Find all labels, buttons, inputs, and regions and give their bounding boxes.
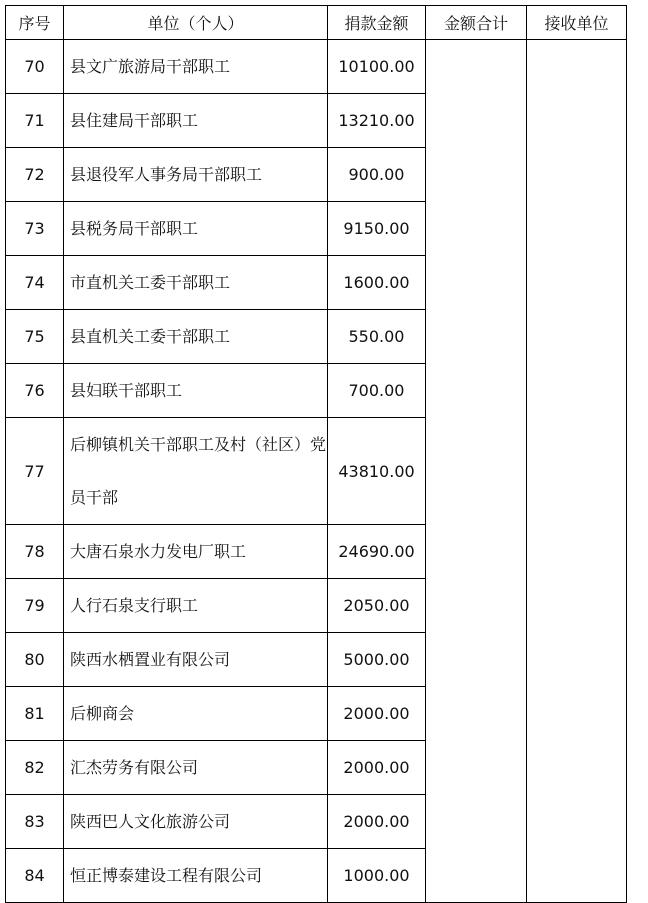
row-amount: 5000.00 xyxy=(328,633,426,687)
row-amount: 2050.00 xyxy=(328,579,426,633)
row-amount: 1000.00 xyxy=(328,849,426,903)
row-amount: 900.00 xyxy=(328,148,426,202)
row-index: 72 xyxy=(6,148,64,202)
row-unit: 县妇联干部职工 xyxy=(64,364,328,418)
header-index: 序号 xyxy=(6,6,64,40)
row-unit: 恒正博泰建设工程有限公司 xyxy=(64,849,328,903)
donation-table-page xyxy=(5,5,627,903)
table-row xyxy=(6,40,627,94)
row-index: 74 xyxy=(6,256,64,310)
row-unit: 后柳镇机关干部职工及村（社区）党员干部 xyxy=(64,418,328,525)
row-unit: 县文广旅游局干部职工 xyxy=(64,40,328,94)
row-index: 78 xyxy=(6,525,64,579)
row-index: 71 xyxy=(6,94,64,148)
row-index: 76 xyxy=(6,364,64,418)
row-index: 73 xyxy=(6,202,64,256)
header-amount: 捐款金额 xyxy=(328,6,426,40)
total-cell xyxy=(426,40,527,903)
row-unit: 人行石泉支行职工 xyxy=(64,579,328,633)
row-index: 81 xyxy=(6,687,64,741)
row-unit: 大唐石泉水力发电厂职工 xyxy=(64,525,328,579)
header-row xyxy=(6,6,627,40)
row-amount: 13210.00 xyxy=(328,94,426,148)
row-unit: 县住建局干部职工 xyxy=(64,94,328,148)
row-index: 70 xyxy=(6,40,64,94)
row-index: 77 xyxy=(6,418,64,525)
row-index: 80 xyxy=(6,633,64,687)
row-amount: 1600.00 xyxy=(328,256,426,310)
row-index: 82 xyxy=(6,741,64,795)
row-unit: 县税务局干部职工 xyxy=(64,202,328,256)
row-index: 83 xyxy=(6,795,64,849)
row-amount: 9150.00 xyxy=(328,202,426,256)
row-unit: 市直机关工委干部职工 xyxy=(64,256,328,310)
row-amount: 700.00 xyxy=(328,364,426,418)
row-unit: 汇杰劳务有限公司 xyxy=(64,741,328,795)
row-amount: 10100.00 xyxy=(328,40,426,94)
row-unit: 县直机关工委干部职工 xyxy=(64,310,328,364)
row-unit: 后柳商会 xyxy=(64,687,328,741)
header-receiver: 接收单位 xyxy=(527,6,627,40)
row-unit: 陕西水栖置业有限公司 xyxy=(64,633,328,687)
header-unit: 单位（个人） xyxy=(64,6,328,40)
row-index: 84 xyxy=(6,849,64,903)
row-amount: 2000.00 xyxy=(328,687,426,741)
row-amount: 43810.00 xyxy=(328,418,426,525)
row-index: 75 xyxy=(6,310,64,364)
row-amount: 24690.00 xyxy=(328,525,426,579)
row-amount: 550.00 xyxy=(328,310,426,364)
row-amount: 2000.00 xyxy=(328,795,426,849)
receiver-cell xyxy=(527,40,627,903)
row-unit: 陕西巴人文化旅游公司 xyxy=(64,795,328,849)
row-amount: 2000.00 xyxy=(328,741,426,795)
header-total: 金额合计 xyxy=(426,6,527,40)
row-index: 79 xyxy=(6,579,64,633)
donation-table xyxy=(5,5,627,903)
row-unit: 县退役军人事务局干部职工 xyxy=(64,148,328,202)
